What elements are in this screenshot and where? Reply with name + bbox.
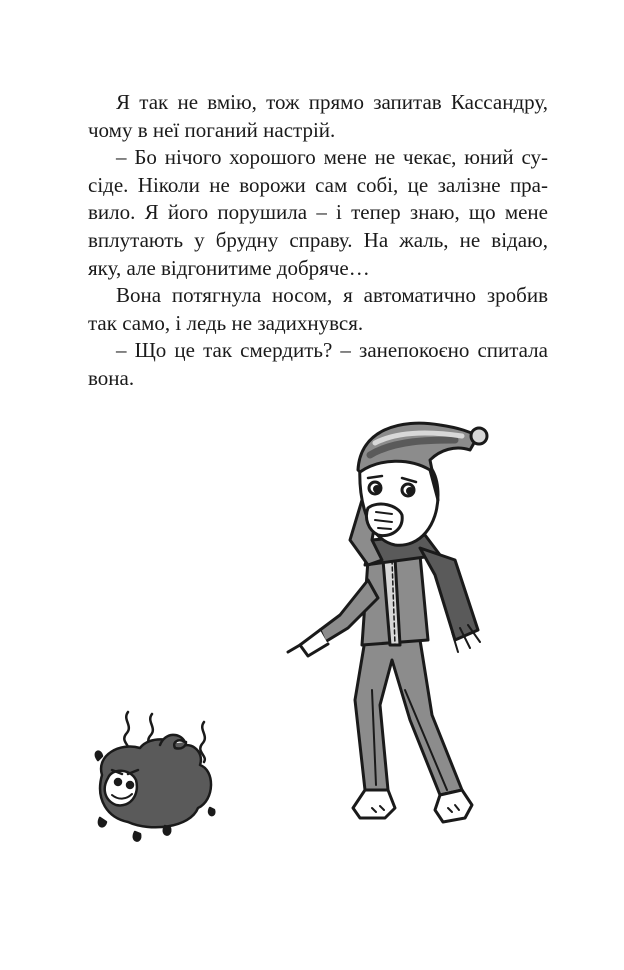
text-line: чому в неї поганий настрій. xyxy=(88,117,336,142)
text-line: так само, і ледь не задихнувся. xyxy=(88,310,364,335)
hat-pompom xyxy=(471,428,487,444)
text-line: вона. xyxy=(88,365,135,390)
page-text xyxy=(88,89,548,393)
text-line: вило. Я його порушила – і тепер знаю, що мене xyxy=(88,200,548,225)
boy-figure xyxy=(288,423,487,822)
illustration xyxy=(0,400,624,860)
text-line: – Бо нічого хорошого мене не чекає, юний су- xyxy=(116,145,548,170)
text-line: Я так не вмію, тож прямо запитав Кассандру, xyxy=(116,90,548,114)
text-line: вплутають у брудну справу. На жаль, не відаю, xyxy=(88,227,548,252)
text-line: сіде. Ніколи не ворожи сам собі, це залізне пра- xyxy=(88,172,548,197)
text-line: яку, але відгонитиме добряче… xyxy=(88,255,370,280)
text-line: Вона потягнула носом, я автоматично зробив xyxy=(116,283,548,308)
right-shoe xyxy=(435,790,472,822)
left-shoe xyxy=(353,790,395,818)
text-line: – Що це так смердить? – занепокоєно спитала xyxy=(116,338,548,363)
smelly-blob xyxy=(96,712,214,841)
